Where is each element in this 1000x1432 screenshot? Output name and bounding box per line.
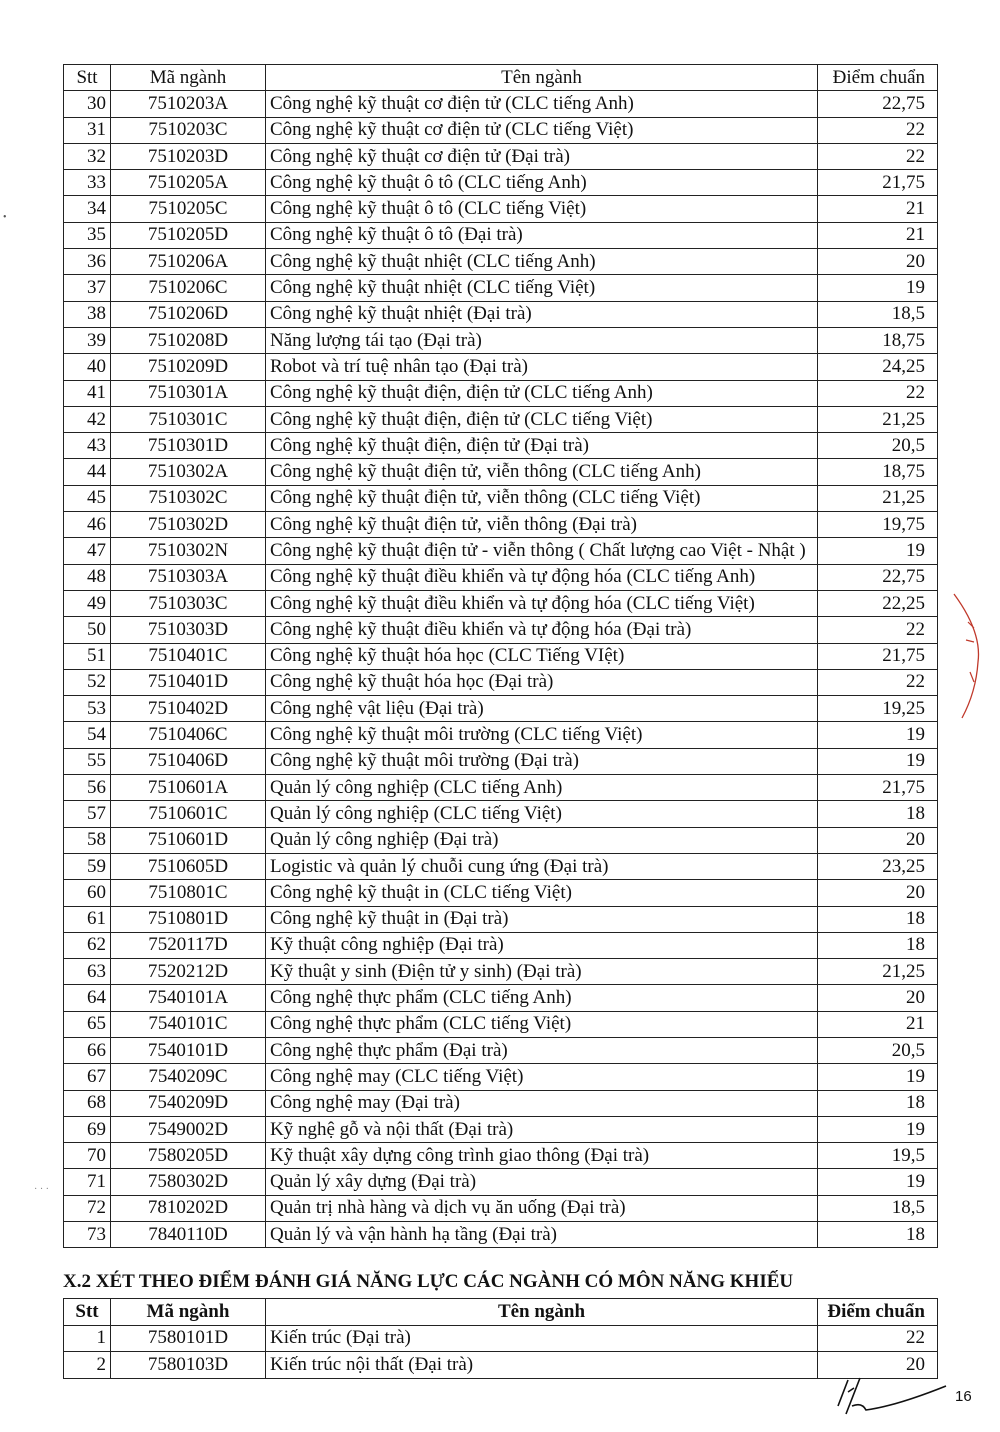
header-stt: Stt	[64, 65, 111, 91]
cell-code: 7540101D	[111, 1037, 266, 1063]
cell-score: 21,75	[818, 170, 938, 196]
admission-scores-table	[63, 64, 938, 1248]
cell-stt: 62	[64, 932, 111, 958]
cell-code: 7510303C	[111, 590, 266, 616]
cell-code: 7510203D	[111, 143, 266, 169]
cell-code: 7510303D	[111, 617, 266, 643]
cell-name: Công nghệ kỹ thuật môi trường (Đại trà)	[266, 748, 818, 774]
cell-score: 21,75	[818, 643, 938, 669]
table-row	[64, 932, 938, 958]
table-row	[64, 380, 938, 406]
cell-stt: 69	[64, 1116, 111, 1142]
cell-name: Công nghệ kỹ thuật môi trường (CLC tiếng Việt)	[266, 722, 818, 748]
table-row	[64, 590, 938, 616]
cell-name: Quản trị nhà hàng và dịch vụ ăn uống (Đại trà)	[266, 1195, 818, 1221]
cell-score: 21	[818, 196, 938, 222]
cell-code: 7540101C	[111, 1011, 266, 1037]
cell-name: Công nghệ thực phẩm (CLC tiếng Anh)	[266, 985, 818, 1011]
table-row	[64, 91, 938, 117]
cell-stt: 43	[64, 433, 111, 459]
cell-stt: 48	[64, 564, 111, 590]
cell-code: 7510206D	[111, 301, 266, 327]
cell-stt: 30	[64, 91, 111, 117]
table-row	[64, 406, 938, 432]
cell-name: Công nghệ thực phẩm (CLC tiếng Việt)	[266, 1011, 818, 1037]
aptitude-scores-table	[63, 1298, 938, 1379]
cell-name: Công nghệ kỹ thuật cơ điện tử (CLC tiếng Việt)	[266, 117, 818, 143]
cell-stt: 36	[64, 249, 111, 275]
cell-score: 21	[818, 222, 938, 248]
cell-name: Công nghệ kỹ thuật điện, điện tử (CLC tiếng Anh)	[266, 380, 818, 406]
table-row	[64, 853, 938, 879]
cell-stt: 37	[64, 275, 111, 301]
cell-score: 20,5	[818, 1037, 938, 1063]
cell-score: 22,25	[818, 590, 938, 616]
table-row	[64, 1352, 938, 1379]
cell-stt: 32	[64, 143, 111, 169]
cell-code: 7580101D	[111, 1325, 266, 1352]
table-row	[64, 301, 938, 327]
cell-code: 7540209D	[111, 1090, 266, 1116]
cell-name: Công nghệ kỹ thuật điều khiển và tự động hóa (CLC tiếng Việt)	[266, 590, 818, 616]
cell-code: 7510206C	[111, 275, 266, 301]
cell-score: 18	[818, 906, 938, 932]
table-row	[64, 1325, 938, 1352]
cell-stt: 34	[64, 196, 111, 222]
cell-name: Công nghệ kỹ thuật cơ điện tử (Đại trà)	[266, 143, 818, 169]
header-score: Điểm chuẩn	[818, 65, 938, 91]
cell-code: 7510205A	[111, 170, 266, 196]
cell-code: 7510205D	[111, 222, 266, 248]
table-row	[64, 433, 938, 459]
table-row	[64, 143, 938, 169]
cell-stt: 53	[64, 696, 111, 722]
cell-stt: 33	[64, 170, 111, 196]
table-row	[64, 538, 938, 564]
table-header-row	[64, 1299, 938, 1326]
cell-score: 18	[818, 1222, 938, 1248]
cell-code: 7540209C	[111, 1064, 266, 1090]
cell-score: 20	[818, 249, 938, 275]
cell-stt: 55	[64, 748, 111, 774]
cell-stt: 45	[64, 485, 111, 511]
cell-score: 20	[818, 985, 938, 1011]
cell-stt: 31	[64, 117, 111, 143]
cell-stt: 52	[64, 669, 111, 695]
cell-stt: 70	[64, 1143, 111, 1169]
cell-score: 20,5	[818, 433, 938, 459]
cell-name: Quản lý và vận hành hạ tầng (Đại trà)	[266, 1222, 818, 1248]
cell-code: 7510302D	[111, 512, 266, 538]
signature-initials	[826, 1376, 956, 1416]
cell-score: 18	[818, 932, 938, 958]
cell-code: 7520212D	[111, 959, 266, 985]
cell-score: 21,25	[818, 406, 938, 432]
cell-stt: 40	[64, 354, 111, 380]
cell-stt: 65	[64, 1011, 111, 1037]
cell-stt: 67	[64, 1064, 111, 1090]
cell-stt: 73	[64, 1222, 111, 1248]
table-row	[64, 249, 938, 275]
table-row	[64, 564, 938, 590]
table-row	[64, 222, 938, 248]
cell-name: Kỹ nghệ gỗ và nội thất (Đại trà)	[266, 1116, 818, 1142]
cell-code: 7510302A	[111, 459, 266, 485]
cell-stt: 64	[64, 985, 111, 1011]
cell-code: 7510205C	[111, 196, 266, 222]
red-stamp-fragment	[948, 592, 988, 722]
cell-stt: 51	[64, 643, 111, 669]
table-row	[64, 1169, 938, 1195]
cell-stt: 35	[64, 222, 111, 248]
cell-code: 7510203C	[111, 117, 266, 143]
cell-score: 19,5	[818, 1143, 938, 1169]
table-row	[64, 801, 938, 827]
cell-stt: 54	[64, 722, 111, 748]
table-row	[64, 196, 938, 222]
header-name: Tên ngành	[266, 1299, 818, 1326]
table-row	[64, 906, 938, 932]
cell-score: 21	[818, 1011, 938, 1037]
cell-score: 24,25	[818, 354, 938, 380]
cell-code: 7840110D	[111, 1222, 266, 1248]
cell-score: 19	[818, 1116, 938, 1142]
cell-score: 18,75	[818, 459, 938, 485]
header-stt: Stt	[64, 1299, 111, 1326]
cell-score: 18,5	[818, 301, 938, 327]
cell-name: Năng lượng tái tạo (Đại trà)	[266, 327, 818, 353]
cell-score: 19	[818, 538, 938, 564]
cell-stt: 71	[64, 1169, 111, 1195]
cell-code: 7510302N	[111, 538, 266, 564]
table-row	[64, 722, 938, 748]
cell-name: Công nghệ kỹ thuật ô tô (CLC tiếng Anh)	[266, 170, 818, 196]
cell-code: 7510301A	[111, 380, 266, 406]
cell-score: 22	[818, 617, 938, 643]
cell-code: 7540101A	[111, 985, 266, 1011]
cell-code: 7510605D	[111, 853, 266, 879]
cell-score: 22	[818, 669, 938, 695]
cell-stt: 46	[64, 512, 111, 538]
cell-code: 7510203A	[111, 91, 266, 117]
cell-name: Công nghệ kỹ thuật nhiệt (CLC tiếng Việt)	[266, 275, 818, 301]
table-row	[64, 696, 938, 722]
table-row	[64, 327, 938, 353]
table-row	[64, 1011, 938, 1037]
table-row	[64, 275, 938, 301]
cell-code: 7510302C	[111, 485, 266, 511]
scan-marks: · · ·	[34, 1184, 49, 1195]
cell-name: Quản lý công nghiệp (CLC tiếng Việt)	[266, 801, 818, 827]
cell-score: 19	[818, 1064, 938, 1090]
table-row	[64, 1116, 938, 1142]
cell-code: 7510208D	[111, 327, 266, 353]
cell-stt: 2	[64, 1352, 111, 1379]
table-row	[64, 748, 938, 774]
cell-stt: 61	[64, 906, 111, 932]
cell-name: Công nghệ kỹ thuật cơ điện tử (CLC tiếng Anh)	[266, 91, 818, 117]
cell-stt: 47	[64, 538, 111, 564]
cell-stt: 41	[64, 380, 111, 406]
cell-name: Kiến trúc nội thất (Đại trà)	[266, 1352, 818, 1379]
table-row	[64, 985, 938, 1011]
cell-score: 22,75	[818, 91, 938, 117]
table-row	[64, 354, 938, 380]
cell-score: 19	[818, 748, 938, 774]
cell-code: 7580103D	[111, 1352, 266, 1379]
cell-name: Logistic và quản lý chuỗi cung ứng (Đại trà)	[266, 853, 818, 879]
cell-name: Quản lý công nghiệp (Đại trà)	[266, 827, 818, 853]
cell-score: 21,25	[818, 485, 938, 511]
cell-score: 22	[818, 117, 938, 143]
cell-name: Công nghệ kỹ thuật hóa học (CLC Tiếng VIệt)	[266, 643, 818, 669]
cell-score: 22,75	[818, 564, 938, 590]
cell-code: 7510401C	[111, 643, 266, 669]
cell-score: 19	[818, 1169, 938, 1195]
cell-stt: 68	[64, 1090, 111, 1116]
cell-name: Quản lý công nghiệp (CLC tiếng Anh)	[266, 775, 818, 801]
header-score: Điểm chuẩn	[818, 1299, 938, 1326]
cell-code: 7510301C	[111, 406, 266, 432]
cell-stt: 60	[64, 880, 111, 906]
page-number: 16	[955, 1388, 972, 1405]
cell-name: Công nghệ thực phẩm (Đại trà)	[266, 1037, 818, 1063]
table-row	[64, 1143, 938, 1169]
cell-stt: 44	[64, 459, 111, 485]
table-row	[64, 880, 938, 906]
cell-name: Công nghệ vật liệu (Đại trà)	[266, 696, 818, 722]
cell-name: Kỹ thuật y sinh (Điện tử y sinh) (Đại trà)	[266, 959, 818, 985]
cell-stt: 1	[64, 1325, 111, 1352]
cell-stt: 57	[64, 801, 111, 827]
cell-name: Công nghệ may (Đại trà)	[266, 1090, 818, 1116]
cell-code: 7510402D	[111, 696, 266, 722]
cell-code: 7510406C	[111, 722, 266, 748]
cell-name: Công nghệ kỹ thuật nhiệt (CLC tiếng Anh)	[266, 249, 818, 275]
cell-score: 19,25	[818, 696, 938, 722]
cell-code: 7510801D	[111, 906, 266, 932]
cell-name: Công nghệ kỹ thuật điện, điện tử (Đại trà)	[266, 433, 818, 459]
table-row	[64, 617, 938, 643]
cell-score: 18	[818, 1090, 938, 1116]
cell-stt: 49	[64, 590, 111, 616]
cell-name: Công nghệ kỹ thuật điện, điện tử (CLC tiếng Việt)	[266, 406, 818, 432]
cell-code: 7510601A	[111, 775, 266, 801]
cell-name: Quản lý xây dựng (Đại trà)	[266, 1169, 818, 1195]
cell-name: Kỹ thuật xây dựng công trình giao thông (Đại trà)	[266, 1143, 818, 1169]
table-row	[64, 1195, 938, 1221]
cell-score: 21,75	[818, 775, 938, 801]
cell-name: Công nghệ kỹ thuật in (Đại trà)	[266, 906, 818, 932]
cell-code: 7510209D	[111, 354, 266, 380]
cell-score: 20	[818, 1352, 938, 1379]
cell-stt: 39	[64, 327, 111, 353]
table-row	[64, 643, 938, 669]
cell-score: 22	[818, 143, 938, 169]
cell-code: 7510601C	[111, 801, 266, 827]
cell-name: Công nghệ kỹ thuật in (CLC tiếng Việt)	[266, 880, 818, 906]
cell-stt: 50	[64, 617, 111, 643]
cell-name: Công nghệ kỹ thuật điều khiển và tự động hóa (Đại trà)	[266, 617, 818, 643]
header-code: Mã ngành	[111, 1299, 266, 1326]
cell-code: 7510801C	[111, 880, 266, 906]
cell-name: Công nghệ kỹ thuật điện tử - viễn thông ( Chất lượng cao Việt - Nhật )	[266, 538, 818, 564]
cell-stt: 72	[64, 1195, 111, 1221]
table-row	[64, 170, 938, 196]
table-row	[64, 459, 938, 485]
cell-stt: 56	[64, 775, 111, 801]
table-header-row	[64, 65, 938, 91]
table-row	[64, 1090, 938, 1116]
cell-code: 7510206A	[111, 249, 266, 275]
section-title: X.2 XÉT THEO ĐIỂM ĐÁNH GIÁ NĂNG LỰC CÁC NGÀNH CÓ MÔN NĂNG KHIẾU	[63, 1271, 794, 1292]
cell-stt: 59	[64, 853, 111, 879]
cell-score: 18	[818, 801, 938, 827]
table-row	[64, 669, 938, 695]
cell-score: 19,75	[818, 512, 938, 538]
cell-code: 7510406D	[111, 748, 266, 774]
cell-name: Công nghệ may (CLC tiếng Việt)	[266, 1064, 818, 1090]
cell-score: 20	[818, 827, 938, 853]
cell-score: 21,25	[818, 959, 938, 985]
cell-name: Công nghệ kỹ thuật ô tô (CLC tiếng Việt)	[266, 196, 818, 222]
cell-name: Công nghệ kỹ thuật điện tử, viễn thông (CLC tiếng Anh)	[266, 459, 818, 485]
cell-stt: 66	[64, 1037, 111, 1063]
cell-stt: 63	[64, 959, 111, 985]
table-row	[64, 485, 938, 511]
cell-score: 20	[818, 880, 938, 906]
cell-code: 7510401D	[111, 669, 266, 695]
scan-speck: •	[3, 212, 7, 223]
cell-name: Công nghệ kỹ thuật hóa học (Đại trà)	[266, 669, 818, 695]
cell-score: 18,5	[818, 1195, 938, 1221]
cell-name: Công nghệ kỹ thuật ô tô (Đại trà)	[266, 222, 818, 248]
cell-score: 19	[818, 722, 938, 748]
cell-stt: 58	[64, 827, 111, 853]
cell-score: 19	[818, 275, 938, 301]
table-row	[64, 1222, 938, 1248]
cell-name: Robot và trí tuệ nhân tạo (Đại trà)	[266, 354, 818, 380]
cell-stt: 38	[64, 301, 111, 327]
cell-code: 7549002D	[111, 1116, 266, 1142]
table-row	[64, 117, 938, 143]
cell-score: 23,25	[818, 853, 938, 879]
table-row	[64, 827, 938, 853]
cell-score: 22	[818, 1325, 938, 1352]
cell-score: 22	[818, 380, 938, 406]
table-row	[64, 1037, 938, 1063]
cell-score: 18,75	[818, 327, 938, 353]
cell-name: Công nghệ kỹ thuật điện tử, viễn thông (CLC tiếng Việt)	[266, 485, 818, 511]
cell-name: Công nghệ kỹ thuật điện tử, viễn thông (Đại trà)	[266, 512, 818, 538]
cell-name: Kỹ thuật công nghiệp (Đại trà)	[266, 932, 818, 958]
table-row	[64, 1064, 938, 1090]
cell-code: 7580205D	[111, 1143, 266, 1169]
cell-name: Công nghệ kỹ thuật nhiệt (Đại trà)	[266, 301, 818, 327]
cell-name: Công nghệ kỹ thuật điều khiển và tự động hóa (CLC tiếng Anh)	[266, 564, 818, 590]
cell-code: 7810202D	[111, 1195, 266, 1221]
cell-code: 7520117D	[111, 932, 266, 958]
table-row	[64, 775, 938, 801]
cell-stt: 42	[64, 406, 111, 432]
cell-code: 7580302D	[111, 1169, 266, 1195]
table-row	[64, 959, 938, 985]
header-name: Tên ngành	[266, 65, 818, 91]
header-code: Mã ngành	[111, 65, 266, 91]
table-row	[64, 512, 938, 538]
cell-code: 7510303A	[111, 564, 266, 590]
cell-name: Kiến trúc (Đại trà)	[266, 1325, 818, 1352]
cell-code: 7510601D	[111, 827, 266, 853]
cell-code: 7510301D	[111, 433, 266, 459]
